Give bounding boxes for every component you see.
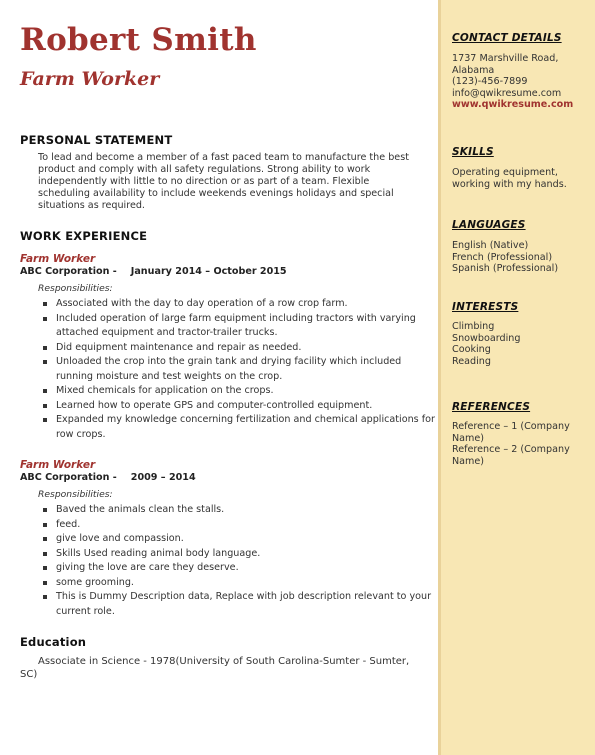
job-2-company-line (20, 472, 196, 483)
list-item: French (Professional) (452, 251, 553, 263)
personal-statement-text: To lead and become a member of a fast paced team to manufacture the best product and comply with all safety regulations. Strong ability to work independently with little to no direction or as part of a team. Flexible scheduling availability to include weekends evenings holidays and special situations as required. (38, 152, 409, 211)
education-heading: Education (20, 635, 87, 649)
job-2-company: ABC Corporation - (20, 472, 117, 483)
list-item: Expanded my knowledge concerning fertilization and chemical applications for row crops. (56, 413, 436, 442)
personal-statement-heading: PERSONAL STATEMENT (20, 133, 173, 147)
job-1-company: ABC Corporation - (20, 266, 117, 277)
sidebar (438, 0, 595, 755)
email-address[interactable]: info@qwikresume.com (452, 87, 562, 99)
phone-number: (123)-456-7899 (452, 76, 528, 87)
list-item: Climbing (452, 321, 495, 332)
job-1-dates: January 2014 – October 2015 (130, 266, 287, 277)
address-line-1: 1737 Marshville Road, (452, 53, 559, 64)
skills-text: Operating equipment, working with my hands. (452, 167, 567, 190)
list-item: Did equipment maintenance and repair as needed. (56, 341, 436, 356)
references-heading: REFERENCES (452, 401, 531, 413)
languages-heading: LANGUAGES (452, 219, 526, 231)
list-item: Snowboarding (452, 332, 521, 344)
job-1-responsibilities-label: Responsibilities: (38, 283, 113, 294)
work-experience-heading: WORK EXPERIENCE (20, 229, 148, 243)
contact-heading: CONTACT DETAILS (452, 32, 562, 44)
job-2-responsibilities-label: Responsibilities: (38, 489, 113, 500)
interests-heading: INTERESTS (452, 301, 519, 313)
languages-list (452, 240, 592, 275)
list-item: Skills Used reading animal body language. (56, 547, 436, 562)
job-2-bullet-list (38, 503, 436, 619)
list-item: give love and compassion. (56, 532, 436, 547)
list-item: Reference – 1 (Company Name) (452, 421, 570, 444)
list-item: Associated with the day to day operation of a row crop farm. (56, 297, 436, 312)
list-item: Reading (452, 355, 491, 367)
candidate-title: Farm Worker (20, 68, 160, 90)
list-item: English (Native) (452, 240, 529, 251)
list-item: This is Dummy Description data, Replace with job description relevant to your current role. (56, 590, 436, 619)
list-item: Included operation of large farm equipment including tractors with varying attached equipment and tractor-trailer trucks. (56, 312, 436, 341)
list-item: Reference – 2 (Company Name) (452, 444, 570, 467)
list-item: Unloaded the crop into the grain tank and drying facility which included running moisture and test weights on the crop. (56, 355, 436, 384)
interests-list (452, 321, 592, 367)
job-1-role: Farm Worker (20, 253, 96, 265)
list-item: Cooking (452, 344, 491, 355)
skills-heading: SKILLS (452, 146, 494, 158)
website-link[interactable]: www.qwikresume.com (452, 99, 574, 110)
job-1-company-line (20, 266, 287, 277)
job-2-dates: 2009 – 2014 (130, 472, 196, 483)
education-text: Associate in Science - 1978(University of South Carolina-Sumter - Sumter, SC) (20, 656, 410, 680)
candidate-name: Robert Smith (20, 22, 257, 58)
list-item: some grooming. (56, 576, 436, 591)
list-item: Spanish (Professional) (452, 263, 559, 274)
list-item: Baved the animals clean the stalls. (56, 503, 436, 518)
list-item: feed. (56, 518, 436, 533)
contact-details (452, 53, 592, 111)
job-2-role: Farm Worker (20, 459, 96, 471)
list-item: Mixed chemicals for application on the crops. (56, 384, 436, 399)
address-line-2: Alabama (452, 64, 495, 76)
references-list (452, 421, 592, 467)
list-item: giving the love are care they deserve. (56, 561, 436, 576)
list-item: Learned how to operate GPS and computer-controlled equipment. (56, 399, 436, 414)
job-1-bullet-list (38, 297, 436, 442)
